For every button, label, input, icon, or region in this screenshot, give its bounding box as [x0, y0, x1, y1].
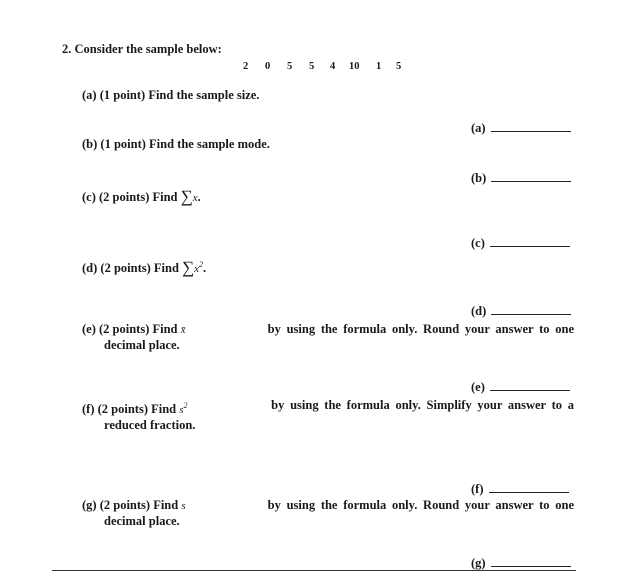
sample-value: 5	[309, 61, 315, 72]
answer-blank[interactable]	[491, 181, 571, 182]
part-b-answer	[471, 171, 571, 186]
math-exponent: 2	[183, 401, 188, 410]
part-d-question	[82, 257, 206, 277]
math-variable: s	[181, 500, 186, 512]
part-text: by using the formula only. Round your answer to one	[267, 498, 574, 512]
part-d-answer	[471, 304, 571, 319]
part-a-question	[82, 88, 259, 103]
answer-blank[interactable]	[491, 566, 571, 567]
part-e-answer	[471, 380, 570, 395]
part-a-answer	[471, 121, 571, 136]
part-c-answer	[471, 236, 570, 251]
math-variable: x	[192, 192, 198, 204]
part-points: (2 points)	[99, 498, 151, 512]
part-e-question	[82, 322, 574, 353]
part-text: Find	[153, 261, 179, 276]
answer-label: (d)	[471, 304, 487, 318]
part-points: (2 points)	[99, 190, 150, 204]
answer-label: (e)	[471, 380, 485, 394]
part-g-question	[82, 498, 574, 529]
answer-blank[interactable]	[491, 314, 571, 315]
question-header	[62, 42, 222, 57]
answer-label: (c)	[471, 236, 485, 250]
part-text: Find the sample mode.	[149, 137, 270, 151]
sample-value: 4	[330, 61, 336, 72]
question-intro: Consider the sample below:	[74, 42, 222, 56]
part-c-question	[82, 189, 201, 206]
part-points: (2 points)	[97, 402, 148, 417]
part-g-answer	[471, 556, 571, 571]
sample-value: 5	[396, 61, 402, 72]
part-text-end: .	[197, 190, 201, 204]
part-text: Find	[151, 402, 177, 417]
math-exponent: 2	[199, 260, 204, 269]
sample-value: 0	[265, 61, 271, 72]
question-number: 2.	[62, 42, 72, 56]
part-f-question	[82, 398, 574, 433]
part-text-line2: reduced fraction.	[104, 418, 196, 433]
part-b-question	[82, 137, 270, 152]
part-label: (d)	[82, 261, 98, 276]
part-text: Find	[152, 322, 178, 336]
answer-blank[interactable]	[490, 246, 570, 247]
sample-value: 1	[376, 61, 382, 72]
page-bottom-rule	[52, 570, 576, 571]
sample-value: 2	[243, 61, 249, 72]
part-points: (1 point)	[100, 137, 146, 151]
sample-value: 5	[287, 61, 293, 72]
answer-label: (g)	[471, 556, 486, 570]
answer-label: (f)	[471, 482, 484, 496]
answer-label: (b)	[471, 171, 487, 185]
part-text: by using the formula only. Simplify your answer to a	[271, 398, 574, 412]
part-f-answer	[471, 482, 569, 497]
summation-symbol: ∑	[180, 187, 193, 206]
part-label: (g)	[82, 498, 97, 512]
summation-symbol: ∑	[182, 258, 195, 278]
part-points: (2 points)	[100, 261, 151, 276]
part-text: Find the sample size.	[148, 88, 260, 102]
part-label: (f)	[82, 402, 95, 417]
part-text: Find	[153, 498, 179, 512]
part-label: (e)	[82, 322, 96, 336]
answer-blank[interactable]	[489, 492, 569, 493]
part-label: (c)	[82, 190, 96, 204]
math-variable: x	[194, 263, 200, 276]
part-text-end: .	[203, 261, 207, 276]
answer-blank[interactable]	[490, 390, 570, 391]
part-text-line2: decimal place.	[104, 514, 180, 528]
part-points: (1 point)	[99, 88, 146, 102]
part-text: by using the formula only. Round your answer to one	[267, 322, 574, 336]
part-points: (2 points)	[99, 322, 150, 336]
part-text: Find	[152, 190, 178, 204]
math-variable: x̄	[180, 324, 186, 336]
answer-label: (a)	[471, 121, 486, 135]
sample-value: 10	[349, 61, 360, 72]
part-label: (a)	[82, 88, 97, 102]
part-text-line2: decimal place.	[104, 338, 180, 352]
part-label: (b)	[82, 137, 98, 151]
math-variable: s	[179, 404, 184, 417]
answer-blank[interactable]	[491, 131, 571, 132]
